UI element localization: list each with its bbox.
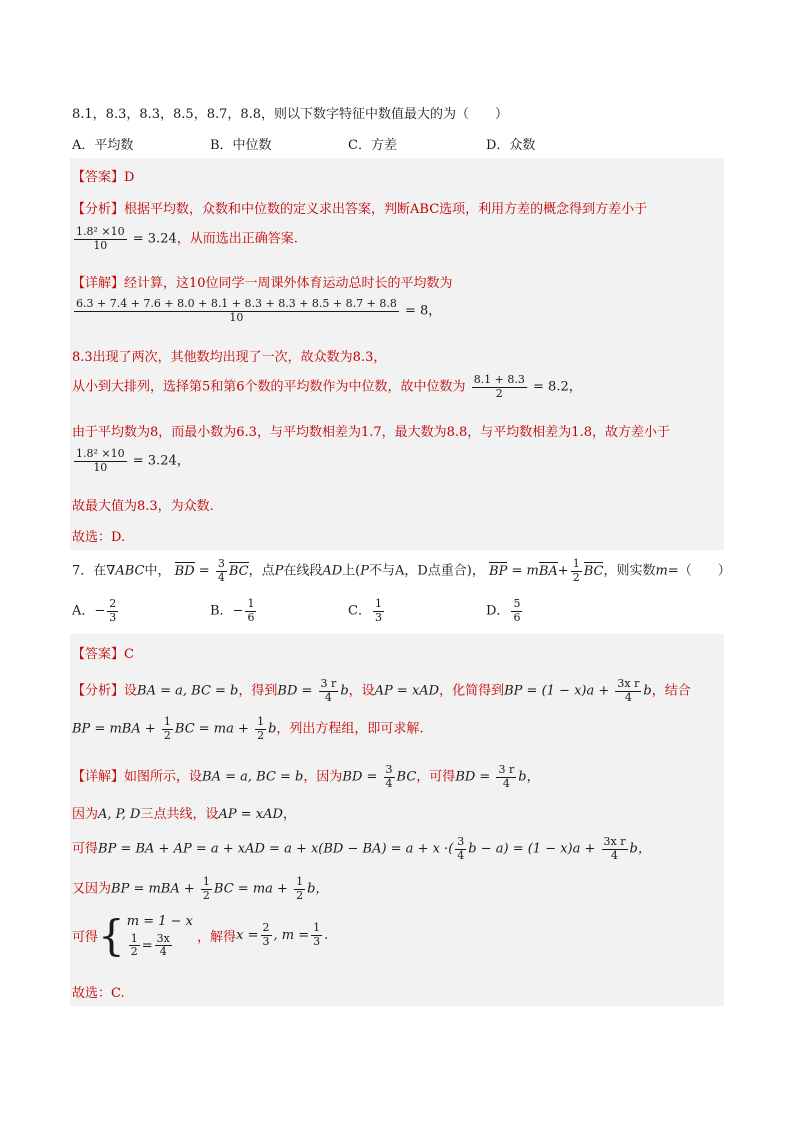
q7-detail-line5: 可得{ m = 1 − x $\frac{1}{2}$ = $\frac{3x}{4}$ ，解得x = $\frac{2}{3}$ , m = $\frac{1}{3}$ . — [72, 910, 329, 960]
analysis-tag: 【分析】 — [72, 202, 125, 217]
answer-tag: 【答案】 — [72, 647, 125, 662]
fraction: $\frac{6.3 + 7.4 + 7.6 + 8.0 + 8.1 + 8.3 + 8.3 + 8.5 + 8.7 + 8.8}{10}$ — [76, 297, 397, 324]
q6-answer — [72, 166, 134, 185]
q7-option-c: C． $\frac{1}{3}$ — [348, 597, 382, 624]
q7-detail-line4: 又因为BP = mBA + $\frac{1}{2}$ BC = ma + $\frac{1}{2}$ b， — [72, 875, 329, 902]
q7-analysis-line2: BP = mBA + $\frac{1}{2}$ BC = ma + $\frac{1}{2}$ b，列出方程组，即可求解. — [72, 715, 424, 742]
q6-option-d: D．众数 — [486, 138, 536, 153]
q7-stem: 7．在∇ABC中， BD = $\frac{3}{4}$ BC，点P在线段AD上(P不与A，D点重合)， BP = mBA+ $\frac{1}{2}$ BC，则实数m=（ ） — [72, 557, 731, 584]
q6-analysis-line2 — [72, 226, 298, 252]
q6-detail-line4: 由于平均数为8，而最小数为6.3，与平均数相差为1.7，最大数为8.8，与平均数相差为1.8，故方差小于 — [72, 425, 670, 440]
q6-mean-formula — [72, 298, 441, 324]
analysis-text: 根据平均数，众数和中位数的定义求出答案，判断ABC选项，利用方差的概念得到方差小于 — [124, 202, 648, 217]
q6-option-b: B．中位数 — [210, 138, 272, 153]
q6-choose: 故选：D. — [72, 530, 126, 545]
q6-stem: 8.1，8.3，8.3，8.5，8.7，8.8，则以下数字特征中数值最大的为（ ） — [72, 107, 509, 122]
q7-detail-line3: 可得BP = BA + AP = a + xAD = a + x(BD − BA) = a + x ·( $\frac{3}{4}$ b − a) = (1 − x)a + $\frac{\text{3x r}}{4}$ b， — [72, 835, 651, 862]
brace-icon: { — [98, 910, 125, 960]
equation: = 8.2， — [533, 379, 582, 395]
fraction: $\frac{\text{1.8² ×10}}{10}$ — [76, 225, 125, 252]
q6-detail-line1 — [72, 272, 453, 291]
equation: = 3.24 — [132, 231, 177, 247]
answer-tag: 【答案】 — [72, 170, 125, 185]
q6-detail-line3 — [72, 374, 582, 400]
q7-detail-line1: 【详解】如图所示，设BA = a, BC = b，因为BD = $\frac{3}{4}$ BC，可得BD = $\frac{3 r}{4}$ b， — [72, 763, 540, 790]
detail-tag: 【详解】 — [72, 276, 125, 291]
equation: = 8， — [404, 303, 442, 319]
q7-detail-line2: 因为A, P, D三点共线，设AP = xAD， — [72, 807, 296, 822]
q6-analysis-line1 — [72, 198, 647, 217]
q6-detail-line6: 故最大值为8.3，为众数. — [72, 499, 214, 514]
q6-option-a: A．平均数 — [72, 138, 134, 153]
q7-option-d: D． $\frac{5}{6}$ — [486, 597, 521, 624]
q7-choose: 故选：C. — [72, 986, 125, 1001]
q6-detail-line2: 8.3出现了两次，其他数均出现了一次，故众数为8.3， — [72, 350, 387, 365]
q7-option-a: A．− $\frac{2}{3}$ — [72, 597, 117, 624]
detail-text: 经计算，这10位同学一周课外体育运动总时长的平均数为 — [124, 276, 453, 291]
detail-text: 从小到大排列，选择第5和第6个数的平均数作为中位数，故中位数为 — [72, 379, 466, 395]
analysis-text: ，从而选出正确答案. — [176, 231, 298, 247]
q6-detail-line5 — [72, 448, 190, 474]
equation-system: m = 1 − x $\frac{1}{2}$ = $\frac{3x}{4}$ — [126, 914, 193, 959]
fraction: $\frac{\text{1.8² ×10}}{10}$ — [76, 447, 125, 474]
q7-option-b: B．− $\frac{1}{6}$ — [210, 597, 255, 624]
answer-value: D — [124, 170, 135, 185]
equation: = 3.24， — [132, 453, 190, 469]
q6-option-c: C．方差 — [348, 138, 397, 153]
q7-answer — [72, 643, 134, 662]
answer-value: C — [124, 647, 134, 662]
q7-analysis-line1: 【分析】设BA = a, BC = b，得到BD = $\frac{3 r}{4}$ b，设AP = xAD，化简得到BP = (1 − x)a + $\frac{\text{3x r}}{4}$ b，结合 — [72, 677, 691, 704]
fraction: $\frac{8.1 + 8.3}{2}$ — [473, 373, 525, 400]
